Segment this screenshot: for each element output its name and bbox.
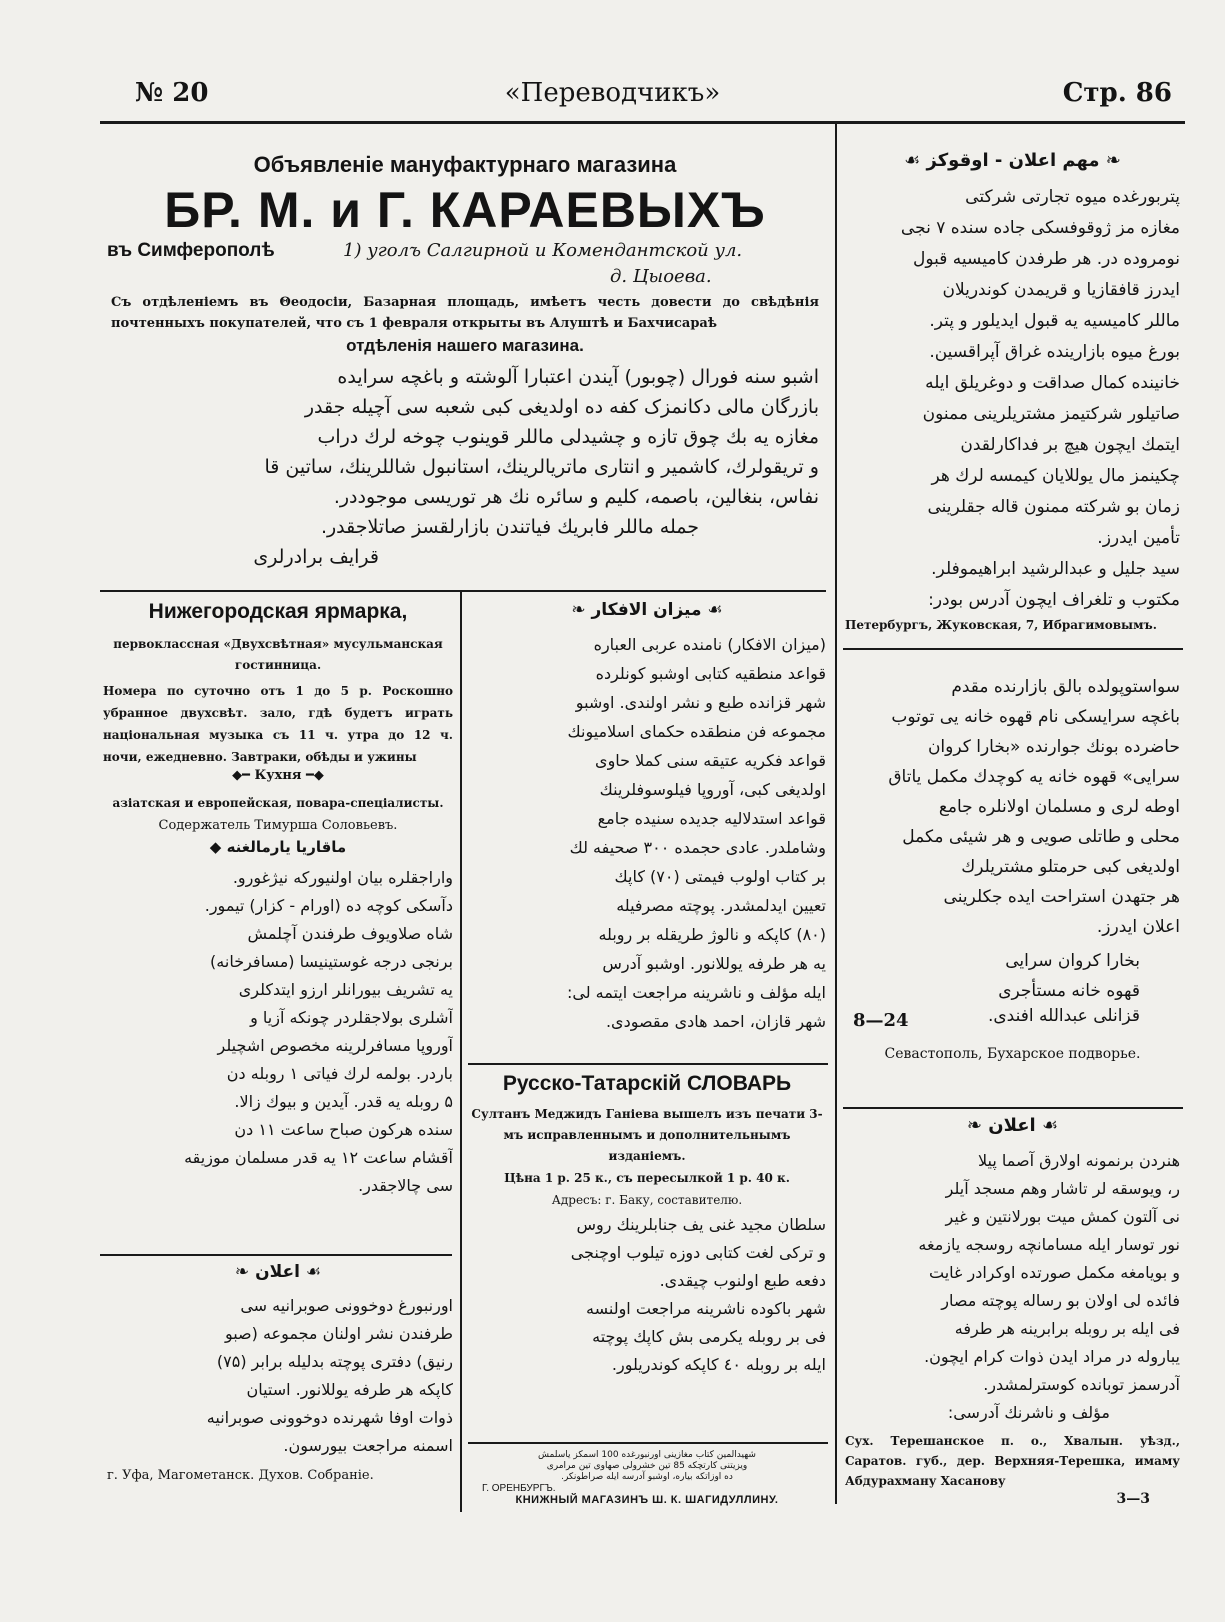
pattern-ad-title: [845, 1115, 1180, 1147]
text-line: سی چالاجقدر.: [358, 1176, 453, 1195]
text-line: و تریقولرك، کاشمیر و انتاری ماتریالرینك، استانبول شاللرینك، ساتین قا: [264, 456, 819, 478]
ornament-icon: ☙: [299, 1262, 322, 1282]
text-line: ویزیتنی کارتچکه 85 تین خشرولی صهاوی تین مرامری: [546, 1461, 748, 1471]
fruit-ad-address: Петербургъ, Жуковская, 7, Ибрагимовымъ.: [845, 618, 1157, 632]
text-line: رنیق) دفتری پوچته بدلیله برابر (۷۵): [216, 1352, 453, 1371]
fruit-ad-body: [845, 182, 1180, 616]
text-line: برنجی درجه غوستینیسا (مسافرخانه): [210, 952, 453, 971]
dictionary-price: Цѣна 1 р. 25 к., съ пересылкой 1 р. 40 к.: [504, 1171, 790, 1185]
pattern-ad-number: 3—3: [1116, 1491, 1150, 1505]
karaev-body: Съ отдѣленіемъ въ Θеодосіи, Базарная площадь, имѣетъ честь довести до свѣдѣнія почтенныхъ покупателей, что съ 1 февраля открыты въ Алуштѣ и Бахчисараѣ: [111, 295, 819, 331]
bookshop-tatar-text: [468, 1450, 826, 1483]
sevastopol-owner: قزانلی عبدالله افندی.: [987, 1006, 1140, 1026]
text-line: آوروپا مسافرلرینه مخصوص اشچیلر: [217, 1036, 453, 1055]
text-line: سنده هرکون صباح ساعت ۱۱ دن: [234, 1120, 453, 1139]
text-line: مغازه یه بك چوق تازه و چشیدلی ماللر قوینوب چوخه لرك دراب: [317, 426, 819, 448]
karaev-name: БР. М. и Г. КАРАЕВЫХЪ: [164, 182, 766, 238]
karaev-city: въ Симферополѣ: [107, 240, 275, 261]
text-line: فائده لی اولان بو رساله پوچته مصار: [941, 1291, 1180, 1310]
text-line: نفاس، بنغالین، باصمه، کلیم و سائره نك هر توریسی موجوددر.: [333, 486, 819, 508]
text-line: خانینده کمال صداقت و دوغریلق ایله: [925, 373, 1180, 393]
text-line: صاتیلور شرکتیمز مشتریلرینی ممنون: [922, 404, 1180, 424]
text-line: اولدیغی کبی حرمتلو مشتریلرك: [961, 857, 1180, 877]
kitchen-label: Кухня: [254, 768, 302, 783]
page-header: [0, 78, 1225, 118]
pattern-ad-title-text: اعلان: [988, 1115, 1036, 1136]
text-line: طرفندن نشر اولنان مجموعه (صبو: [224, 1324, 453, 1343]
sevastopol-ad: [845, 672, 1180, 1104]
text-line: سواستوپولده بالق بازارنده مقدم: [951, 677, 1180, 697]
karaev-address-2: д. Цыоева.: [610, 266, 712, 287]
text-line: یه هر طرفه یوللانور. اوشبو آدرس: [602, 954, 826, 973]
mizan-title: [468, 600, 826, 630]
dictionary-address: Адресъ: г. Баку, составителю.: [551, 1193, 743, 1207]
orenburg-ad-body: [103, 1292, 453, 1460]
text-line: شهر قازان، احمد هادی مقصودی.: [605, 1012, 826, 1031]
text-line: باردر. بولمه لرك فیاتی ۱ روبله دن: [226, 1064, 453, 1083]
bookshop-name: КНИЖНЫЙ МАГАЗИНЪ Ш. К. ШАГИДУЛЛИНУ.: [515, 1494, 779, 1506]
text-line: تعیین ایدلمشدر. پوچته مصرفیله: [616, 896, 826, 915]
sevastopol-number: 8—24: [853, 1010, 909, 1031]
text-line: شهر باکوده ناشرینه مراجعت اولنسه: [586, 1299, 826, 1318]
text-line: محلی و طاتلی صویی و هر شیئی مکمل: [902, 827, 1180, 847]
text-line: واراجقلره بیان اولنیورکه نیژغورو.: [232, 868, 453, 887]
text-line: اشبو سنه فورال (چوبور) آیندن اعتبارا آلوشته و باغچه سرایده: [337, 366, 819, 388]
text-line: ایله بر روبله ٤٠ کاپکه کوندریلور.: [611, 1355, 826, 1374]
text-line: اعلان ایدرز.: [1096, 917, 1180, 937]
karaev-signature: قرایف برادرلری: [253, 546, 379, 568]
text-line: نی آلتون کمش میت بورلانتین و غیر: [945, 1207, 1180, 1226]
pattern-ad-body: [845, 1147, 1180, 1427]
section-rule-right-2: [843, 1107, 1183, 1109]
text-line: بورغ میوه بازارینده غراق آپراقسین.: [929, 342, 1180, 362]
section-rule-bookshop: [468, 1442, 828, 1444]
header-rule: [100, 121, 1185, 124]
text-line: (۸۰) کاپکه و نالوژ طریقله بر روبله: [598, 925, 826, 944]
text-line: دآسکی کوچه ده (اورام - کزار) تیمور.: [204, 896, 453, 915]
text-line: شهر قزانده طبع و نشر اولندی. اوشبو: [575, 693, 826, 712]
text-line: هر جتهدن استراحت ایده جکلرینی: [943, 887, 1180, 907]
text-line: ذوات اوفا شهرنده دوخوونی صوبرانیه: [206, 1408, 453, 1427]
orenburg-ad-address: г. Уфа, Магометанск. Духов. Собраніе.: [107, 1468, 374, 1483]
bookshop-ad: [468, 1450, 826, 1512]
yarmarka-title: Нижегородская ярмарка,: [148, 600, 408, 623]
sevastopol-signature: [845, 946, 1180, 1006]
yarmarka-tatar-title: [103, 838, 453, 864]
karaev-tatar-text: [105, 362, 825, 572]
text-line: ایتمك ایچون هیچ بر فداکارلقدن: [960, 435, 1180, 455]
issue-number: № 20: [135, 78, 209, 108]
yarmarka-kitchen-description: азіатская и европейская, повара-спеціалисты.: [112, 796, 444, 810]
text-line: شاه صلاویوف طرفندن آچلمش: [247, 924, 453, 943]
text-line: قواعد استدلالیه جدیده سنیده جامع: [597, 809, 826, 828]
orenburg-assembly-ad: [103, 1262, 453, 1512]
text-line: بازرگان مالی دکانمزک کفه ده اولدیغی کبی شعبه سی آچیله جقدر: [304, 396, 819, 418]
text-line: کاپکه هر طرفه یوللانور. استیان: [246, 1380, 453, 1399]
text-line: آشلری بولاجقلردر چونکه آزیا و: [250, 1008, 453, 1027]
diamond-ornament-icon: ━◆: [301, 768, 324, 783]
pattern-book-ad: [845, 1115, 1180, 1505]
text-line: (میزان الافکار) نامنده عربی العباره: [593, 635, 826, 654]
text-line: اورنبورغ دوخوونی صوبرانیه سی: [240, 1296, 453, 1315]
fruit-ad-title: [845, 150, 1180, 182]
column-divider-left: [460, 592, 462, 1512]
text-line: قهوه خانه مستأجری: [998, 981, 1140, 1001]
diamond-ornament-icon: ◆: [209, 838, 227, 856]
text-line: دفعه طبع اولنوب چیقدی.: [659, 1271, 826, 1290]
fruit-ad-signers: سید جلیل و عبدالرشید ابراهیموفلر.: [931, 559, 1180, 579]
karaev-body-end: отдѣленія нашего магазина.: [346, 336, 584, 355]
text-line: ر، ویوسقه لر تاشار وهم مسجد آیلر: [945, 1179, 1180, 1198]
text-line: سرایی» قهوه خانه یه کوچدك مکمل یاتاق: [888, 767, 1180, 787]
text-line: ده اوزاتکه بیاره، اوشبو آدرسه ایله صراطونکر.: [561, 1472, 733, 1482]
text-line: نومروده در. هر طرفدن کامیسیه قبول: [913, 249, 1180, 269]
text-line: تأمین ایدرز.: [1097, 528, 1180, 548]
text-line: هنردن برنمونه اولارق آصما پیلا: [977, 1151, 1180, 1170]
karaev-address-1: 1) уголъ Салгирной и Комендантской ул.: [343, 240, 743, 261]
section-rule-right-1: [843, 648, 1183, 650]
yarmarka-owner: Содержатель Тимурша Соловьевъ.: [158, 818, 398, 833]
text-line: جمله ماللر فابریك فیاتندن بازارلقسز صاتلاجقدر.: [320, 516, 699, 538]
text-line: مجموعه فن منطقده حکمای اسلامیونك: [567, 722, 826, 741]
text-line: اولدیغی کبی، آوروپا فیلوسوفلرینك: [599, 780, 826, 799]
section-rule-left: [100, 590, 826, 592]
fruit-company-ad: [845, 150, 1180, 645]
karaev-advertisement: [105, 152, 825, 588]
orenburg-ad-title: [103, 1262, 453, 1292]
text-line: قواعد منطقیه کتابی اوشبو کونلرده: [595, 664, 826, 683]
yarmarka-ad: [103, 600, 453, 1252]
page-number: Стр. 86: [1062, 78, 1172, 108]
text-line: اسمنه مراجعت بیورسون.: [283, 1436, 453, 1455]
text-line: فی ایله بر روبله برابرینه هر طرفه: [954, 1319, 1180, 1338]
bookshop-city: Г. ОРЕНБУРГЪ.: [482, 1483, 556, 1494]
mizan-body: [468, 630, 826, 1036]
text-line: قواعد فکریه عتیقه سنی کملا حاوی: [595, 751, 826, 770]
text-line: آدرسمز توبانده کوسترلمشدر.: [983, 1375, 1180, 1394]
tatar-title-text: ماقاریا یارمالغنه: [226, 838, 347, 856]
text-line: و ترکی لغت کتابی دوزه تیلوب اوچنجی: [570, 1243, 826, 1262]
text-line: ایدرز قافقازیا و قریمدن کوندریلان: [942, 280, 1180, 300]
column-divider-right: [835, 124, 837, 1504]
text-line: اوطه لری و مسلمان اولانلره جامع: [938, 797, 1180, 817]
fruit-ad-address-label: مکتوب و تلغراف ایچون آدرس بودر:: [928, 590, 1180, 610]
text-line: باغچه سرایسکی نام قهوه خانه یی توتوب: [891, 707, 1180, 727]
newspaper-title: «Переводчикъ»: [504, 78, 721, 108]
text-line: چکینمز مال یوللایان کیمسه لرك هر: [931, 466, 1180, 486]
text-line: بخارا کروان سرایی: [1005, 951, 1140, 971]
text-line: و بویامغه مکمل صورتده اوکرادر غایت: [929, 1263, 1180, 1282]
section-rule-yarmarka: [100, 1254, 452, 1256]
sevastopol-address: Севастополь, Бухарское подворье.: [884, 1046, 1141, 1062]
section-rule-slovar: [468, 1063, 828, 1065]
mizan-title-text: میزان الافکار: [591, 600, 702, 620]
mizan-book-ad: [468, 600, 826, 1060]
text-line: بر کتاب اولوب فیمتی (۷۰) کاپك: [614, 867, 826, 886]
text-line: ماللر کامیسیه یه قبول ایدیلور و پتر.: [929, 311, 1180, 331]
text-line: نور توسار ایله مسامانچه روسجه یازمغه: [918, 1235, 1180, 1254]
orenburg-ad-title-text: اعلان: [255, 1262, 300, 1282]
yarmarka-body: Номера по суточно отъ 1 до 5 р. Роскошно убранное двухсвѣт. зало, гдѣ будетъ играть національная музыка съ 11 ч. утра до 12 ч. ночи, ежедневно. Завтраки, обѣды и ужины: [103, 684, 453, 764]
pattern-ad-address-label: مؤلف و ناشرنك آدرسی:: [947, 1403, 1110, 1422]
ornament-icon: ❧: [966, 1115, 989, 1136]
text-line: زمان بو شرکته ممنون قاله جقلرینی: [927, 497, 1180, 517]
text-line: آقشام ساعت ۱۲ یه قدر مسلمان موزیقه: [184, 1148, 453, 1167]
fruit-ad-title-text: مهم اعلان - اوقوکز: [926, 150, 1100, 171]
text-line: شهیدالمین کتاب مغازینی اورنبورغده 100 اسمکز یاسلمش: [538, 1450, 756, 1460]
ornament-icon: ☙: [1035, 1115, 1059, 1136]
diamond-ornament-icon: ◆━: [232, 768, 255, 783]
ornament-icon: ☙: [904, 150, 927, 171]
ornament-icon: ☙: [701, 600, 723, 620]
dictionary-tatar-body: [468, 1211, 826, 1379]
yarmarka-tatar-body: [103, 864, 453, 1200]
text-line: فی بر روبله یکرمی بش کاپك پوچته: [592, 1327, 826, 1346]
text-line: ۵ روبله یه قدر. آیدین و بیوك زالا.: [234, 1092, 453, 1111]
ornament-icon: ❧: [1099, 150, 1121, 171]
dictionary-ad: [468, 1072, 826, 1440]
text-line: ایله مؤلف و ناشرینه مراجعت ایتمه لی:: [566, 983, 826, 1002]
text-line: پتربورغده میوه تجارتی شرکتی: [965, 187, 1180, 207]
pattern-ad-address: Сух. Терешанское п. о., Хвалын. уѣзд., Саратов. губ., дер. Верхняя-Терешка, имаму Абдурахману Хасанову: [845, 1434, 1180, 1488]
yarmarka-kitchen: [103, 768, 453, 792]
yarmarka-subtitle: первоклассная «Двухсвѣтная» мусульманская гостинница.: [113, 637, 443, 672]
text-line: یه تشریف بیورانلر ارزو ایتدکلری: [238, 980, 453, 999]
text-line: وشاملدر. عادی حجمده ۳۰۰ صحیفه لك: [569, 838, 826, 857]
text-line: یباروله در مراد ایدن ذوات کرام ایچون.: [924, 1347, 1180, 1366]
karaev-heading: Объявленіе мануфактурнаго магазина: [253, 152, 677, 177]
dictionary-title: Русско-Татарскій СЛОВАРЬ: [502, 1072, 792, 1095]
text-line: حاضرده بونك جوارنده «بخارا کروان: [927, 737, 1180, 757]
ornament-icon: ❧: [571, 600, 592, 620]
dictionary-body: Султанъ Меджидъ Ганіева вышелъ изъ печати 3-мъ исправленнымъ и дополнительнымъ изданіемъ.: [471, 1107, 823, 1163]
sevastopol-body: [845, 672, 1180, 942]
text-line: سلطان مجید غنی یف جنابلرینك روس: [576, 1215, 826, 1234]
text-line: مغازه مز ژوقوفسکی جاده سنده ۷ نجی: [900, 218, 1180, 238]
ornament-icon: ❧: [234, 1262, 256, 1282]
